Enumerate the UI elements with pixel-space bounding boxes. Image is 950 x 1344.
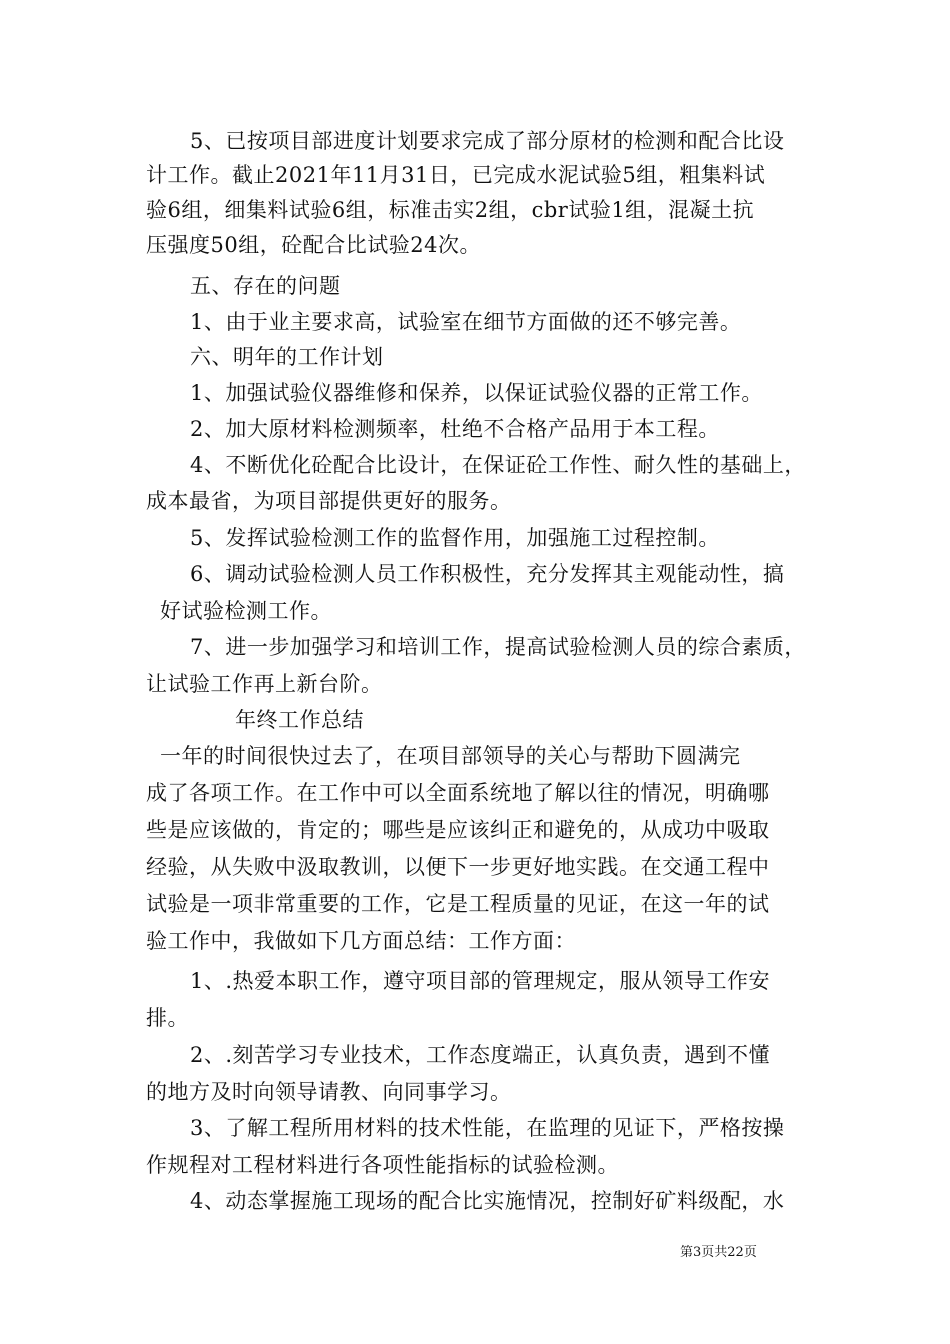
paragraph-line: 1、加强试验仪器维修和保养，以保证试验仪器的正常工作。 <box>190 381 763 405</box>
paragraph-line: 2、加大原材料检测频率，杜绝不合格产品用于本工程。 <box>190 417 720 441</box>
paragraph-line: 计工作。截止2021年11月31日，已完成水泥试验5组，粗集料试 <box>146 163 766 187</box>
paragraph-line: 1、.热爱本职工作，遵守项目部的管理规定，服从领导工作安 <box>190 969 771 993</box>
paragraph-line: 验6组，细集料试验6组，标准击实2组，cbr试验1组，混凝土抗 <box>146 198 755 222</box>
paragraph-line: 作规程对工程材料进行各项性能指标的试验检测。 <box>146 1153 619 1177</box>
section-heading: 六、明年的工作计划 <box>190 345 384 369</box>
paragraph-line: 验工作中，我做如下几方面总结：工作方面： <box>146 929 576 953</box>
paragraph-line: 3、了解工程所用材料的技术性能，在监理的见证下，严格按操 <box>190 1116 785 1140</box>
paragraph-line: 成本最省，为项目部提供更好的服务。 <box>146 489 512 513</box>
paragraph-line: 试验是一项非常重要的工作，它是工程质量的见证，在这一年的试 <box>146 892 770 916</box>
section-heading: 五、存在的问题 <box>190 274 341 298</box>
paragraph-line: 排。 <box>146 1006 189 1030</box>
paragraph-line: 2、.刻苦学习专业技术，工作态度端正，认真负责，遇到不懂 <box>190 1043 771 1067</box>
paragraph-line: 6、调动试验检测人员工作积极性，充分发挥其主观能动性，搞 <box>190 562 785 586</box>
paragraph-line: 些是应该做的，肯定的；哪些是应该纠正和避免的，从成功中吸取 <box>146 818 770 842</box>
paragraph-line: 1、由于业主要求高，试验室在细节方面做的还不够完善。 <box>190 310 742 334</box>
section-title: 年终工作总结 <box>235 708 364 732</box>
paragraph-line: 成了各项工作。在工作中可以全面系统地了解以往的情况，明确哪 <box>146 781 770 805</box>
paragraph-line: 经验，从失败中汲取教训，以便下一步更好地实践。在交通工程中 <box>146 855 770 879</box>
paragraph-line: 4、动态掌握施工现场的配合比实施情况，控制好矿料级配，水 <box>190 1189 785 1213</box>
paragraph-line: 5、已按项目部进度计划要求完成了部分原材的检测和配合比设 <box>190 129 785 153</box>
paragraph-line: 4、不断优化砼配合比设计，在保证砼工作性、耐久性的基础上， <box>190 453 806 477</box>
paragraph-line: 5、发挥试验检测工作的监督作用，加强施工过程控制。 <box>190 526 720 550</box>
paragraph-line: 好试验检测工作。 <box>160 599 332 623</box>
paragraph-line: 7、进一步加强学习和培训工作，提高试验检测人员的综合素质， <box>190 635 806 659</box>
paragraph-line: 一年的时间很快过去了，在项目部领导的关心与帮助下圆满完 <box>160 744 741 768</box>
page-number-footer: 第3页共22页 <box>680 1245 757 1260</box>
paragraph-line: 的地方及时向领导请教、向同事学习。 <box>146 1080 512 1104</box>
paragraph-line: 压强度50组，砼配合比试验24次。 <box>146 233 481 257</box>
paragraph-line: 让试验工作再上新台阶。 <box>146 672 383 696</box>
